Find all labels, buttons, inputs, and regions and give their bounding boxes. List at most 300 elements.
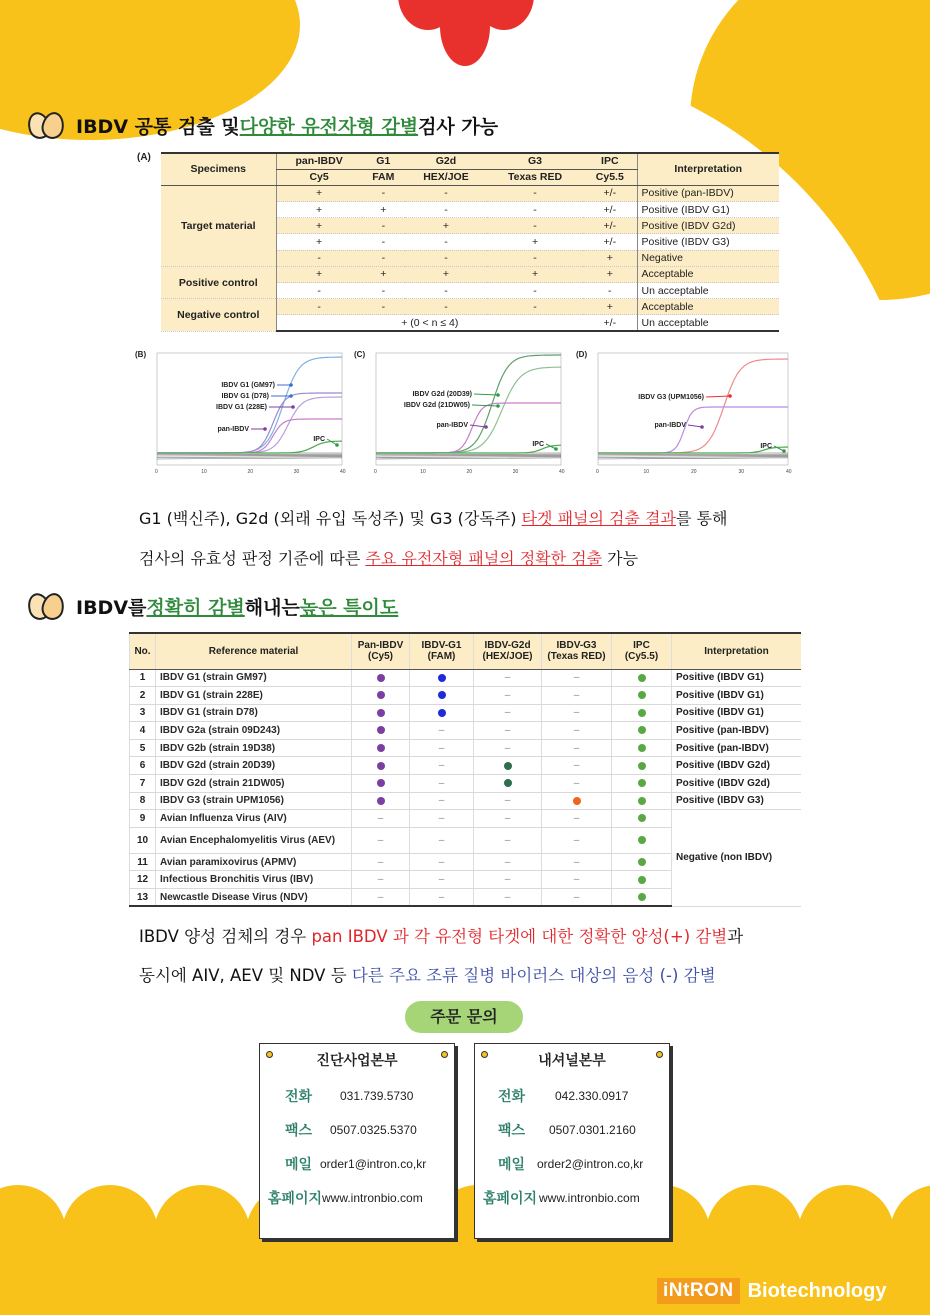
ipc-dot-icon: [638, 876, 646, 884]
result-cell: [410, 687, 474, 705]
tick-label: 0: [374, 469, 377, 475]
plot-c: [352, 345, 567, 475]
arrowhead-icon: [289, 394, 293, 398]
result-cell: +: [583, 250, 637, 266]
negative-mark: –: [410, 871, 474, 889]
row-number: 9: [130, 810, 156, 828]
table-b-header: IBDV-G2d (HEX/JOE): [474, 633, 542, 669]
arrowhead-icon: [289, 383, 293, 387]
group-label: Target material: [161, 185, 276, 266]
result-cell: +: [362, 266, 405, 282]
table-b-row: [130, 669, 802, 687]
negative-mark: –: [542, 757, 612, 775]
negative-mark: –: [542, 722, 612, 740]
negative-mark: –: [542, 687, 612, 705]
result-cell: [474, 757, 542, 775]
phone-label: 전화: [497, 1089, 525, 1105]
ipc-dot-icon: [638, 797, 646, 805]
arrowhead-icon: [335, 443, 339, 447]
arrowhead-icon: [782, 449, 786, 453]
tick-label: 20: [691, 469, 697, 475]
negative-mark: –: [542, 871, 612, 889]
table-b-row: [130, 722, 802, 740]
eggs-icon: [26, 592, 70, 620]
range-cell: + (0 < n ≤ 4): [276, 315, 583, 331]
mail-label: 메일: [284, 1157, 312, 1173]
row-number: 11: [130, 853, 156, 871]
eggs-icon: [26, 111, 70, 139]
negative-mark: –: [352, 889, 410, 907]
th-dye-1: FAM: [362, 169, 405, 185]
result-cell: -: [362, 250, 405, 266]
arrowhead-icon: [728, 394, 732, 398]
purple-dot-icon: [377, 674, 385, 682]
result-cell: -: [405, 202, 487, 218]
negative-mark: –: [352, 871, 410, 889]
homepage-label: 홈페이지: [267, 1191, 322, 1207]
fax-label: 팩스: [284, 1123, 312, 1139]
result-cell: -: [362, 234, 405, 250]
row-number: 7: [130, 775, 156, 793]
table-b-header: Interpretation: [672, 633, 802, 669]
para2-l1-pre: IBDV 양성 검체의 경우: [139, 927, 312, 946]
ipc-dot-icon: [638, 691, 646, 699]
reference-material: IBDV G2a (strain 09D243): [156, 722, 352, 740]
negative-mark: –: [542, 853, 612, 871]
card-title: 내셔널본부: [538, 1053, 606, 1069]
negative-mark: –: [410, 889, 474, 907]
para2-l2-highlight: 다른 주요 조류 질병 바이러스 대상의 음성 (-) 감별: [351, 966, 716, 985]
reference-material: IBDV G2d (strain 20D39): [156, 757, 352, 775]
brand-logo-text: Biotechnology: [747, 1279, 887, 1302]
arrowhead-icon: [263, 427, 267, 431]
reference-material: Infectious Bronchitis Virus (IBV): [156, 871, 352, 889]
table-b-header: Pan-IBDV (Cy5): [352, 633, 410, 669]
th-target-3: G3: [487, 153, 583, 169]
result-cell: -: [362, 185, 405, 201]
interpretation-cell: Positive (IBDV G3): [637, 234, 779, 250]
result-cell: [474, 775, 542, 793]
result-cell: [612, 810, 672, 828]
result-cell: [352, 775, 410, 793]
fax-number: 0507.0325.5370: [330, 1123, 417, 1137]
result-cell: [612, 687, 672, 705]
negative-mark: –: [474, 739, 542, 757]
decor-wave-bump: [154, 1185, 250, 1281]
section1-title-pre: IBDV 공통 검출 및: [76, 115, 240, 138]
th-dye-3: Texas RED: [487, 169, 583, 185]
negative-mark: –: [474, 792, 542, 810]
result-cell: -: [276, 299, 362, 315]
result-cell: [352, 669, 410, 687]
section1-title-highlight: 다양한 유전자형 감별: [239, 115, 419, 138]
group-label: Negative control: [161, 299, 276, 331]
negative-mark: –: [352, 827, 410, 853]
decor-wave-bump: [798, 1185, 894, 1281]
curve-label: pan-IBDV: [654, 422, 686, 429]
mail-address[interactable]: order2@intron.co,kr: [537, 1157, 644, 1171]
negative-mark: –: [542, 775, 612, 793]
row-number: 10: [130, 827, 156, 853]
curve-label: IPC: [313, 436, 325, 443]
result-cell: +: [405, 266, 487, 282]
interpretation-cell: Positive (IBDV G1): [672, 687, 802, 705]
purple-dot-icon: [377, 797, 385, 805]
negative-mark: –: [474, 722, 542, 740]
reference-material: Newcastle Disease Virus (NDV): [156, 889, 352, 907]
decor-wave-bump: [706, 1185, 802, 1281]
arrowhead-icon: [484, 425, 488, 429]
interpretation-cell: Positive (IBDV G2d): [672, 775, 802, 793]
result-cell: -: [405, 299, 487, 315]
interpretation-cell: Positive (IBDV G1): [637, 202, 779, 218]
para2-l2-pre: 동시에 AIV, AEV 및 NDV 등: [139, 966, 352, 985]
section2-title-highlight-1: 정확히 감별: [146, 596, 245, 619]
result-cell: +/-: [583, 234, 637, 250]
arrowhead-icon: [700, 425, 704, 429]
result-cell: [612, 775, 672, 793]
row-number: 6: [130, 757, 156, 775]
negative-mark: –: [410, 722, 474, 740]
interpretation-cell: Positive (pan-IBDV): [672, 739, 802, 757]
orange-dot-icon: [573, 797, 581, 805]
result-cell: [352, 792, 410, 810]
result-cell: +: [276, 202, 362, 218]
phone-number[interactable]: 042.330.0917: [555, 1089, 629, 1103]
negative-mark: –: [542, 704, 612, 722]
tick-label: 30: [512, 469, 519, 475]
reference-material: IBDV G2b (strain 19D38): [156, 739, 352, 757]
curve-label: IPC: [532, 441, 544, 448]
fax-number: 0507.0301.2160: [549, 1123, 636, 1137]
tick-label: 40: [340, 469, 346, 475]
tick-label: 30: [293, 469, 300, 475]
result-cell: [352, 757, 410, 775]
curve-label: IPC: [760, 443, 772, 450]
result-cell: [612, 853, 672, 871]
arrowhead-icon: [554, 447, 558, 451]
interpretation-cell: Un acceptable: [637, 283, 779, 299]
result-cell: -: [405, 185, 487, 201]
interpretation-cell: Un acceptable: [637, 315, 779, 331]
th-interpretation: Interpretation: [637, 153, 779, 185]
result-cell: -: [405, 283, 487, 299]
curve-label: IBDV G2d (21DW05): [403, 402, 470, 409]
reference-material: Avian paramixovirus (APMV): [156, 853, 352, 871]
para2-line1: [139, 923, 743, 947]
result-cell: -: [583, 283, 637, 299]
table-b-header: IBDV-G3 (Texas RED): [542, 633, 612, 669]
tick-label: 0: [155, 469, 158, 475]
result-cell: [612, 827, 672, 853]
para1-l1-post: 를 통해: [675, 509, 728, 528]
reference-material: IBDV G3 (strain UPM1056): [156, 792, 352, 810]
order-inquiry-badge: 주문 문의: [405, 1001, 523, 1033]
ipc-dot-icon: [638, 893, 646, 901]
result-cell: [612, 669, 672, 687]
interpretation-cell: Positive (pan-IBDV): [672, 722, 802, 740]
row-number: 13: [130, 889, 156, 907]
negative-mark: –: [474, 827, 542, 853]
result-cell: +: [487, 234, 583, 250]
ipc-dot-icon: [638, 709, 646, 717]
result-cell: [612, 704, 672, 722]
negative-mark: –: [410, 853, 474, 871]
table-a-interpretation-criteria: [161, 152, 779, 332]
contact-card-diagnostics: [259, 1043, 455, 1239]
negative-mark: –: [352, 810, 410, 828]
group-label: Positive control: [161, 266, 276, 298]
result-cell: -: [405, 250, 487, 266]
para1-l1-pre: G1 (백신주), G2d (외래 유입 독성주) 및 G3 (강독주): [139, 509, 522, 528]
result-cell: +: [362, 202, 405, 218]
result-cell: -: [276, 283, 362, 299]
negative-mark: –: [410, 757, 474, 775]
negative-mark: –: [410, 775, 474, 793]
table-b-row: [130, 757, 802, 775]
reference-material: IBDV G1 (strain 228E): [156, 687, 352, 705]
panel-label: (C): [354, 350, 366, 359]
result-cell: [612, 792, 672, 810]
negative-mark: –: [542, 669, 612, 687]
ipc-dot-icon: [638, 814, 646, 822]
table-b-header: IBDV-G1 (FAM): [410, 633, 474, 669]
para1-line2: [139, 546, 638, 569]
result-cell: -: [487, 202, 583, 218]
table-b-header: No.: [130, 633, 156, 669]
result-cell: -: [362, 299, 405, 315]
negative-mark: –: [410, 827, 474, 853]
tick-label: 0: [596, 469, 599, 475]
result-cell: -: [487, 218, 583, 234]
reference-material: Avian Influenza Virus (AIV): [156, 810, 352, 828]
reference-material: Avian Encephalomyelitis Virus (AEV): [156, 827, 352, 853]
tick-label: 10: [643, 469, 650, 475]
negative-mark: –: [542, 739, 612, 757]
result-cell: -: [362, 283, 405, 299]
interpretation-cell: Positive (IBDV G2d): [672, 757, 802, 775]
plot-b: [133, 345, 348, 475]
tick-label: 10: [420, 469, 426, 475]
tick-label: 40: [786, 469, 792, 475]
th-dye-2: HEX/JOE: [405, 169, 487, 185]
table-b-row: [130, 687, 802, 705]
result-cell: -: [487, 185, 583, 201]
row-number: 2: [130, 687, 156, 705]
arrowhead-icon: [291, 405, 295, 409]
table-b-row: [130, 810, 802, 828]
table-b-specificity: [129, 632, 801, 907]
result-cell: +/-: [583, 185, 637, 201]
section2-title-pre: IBDV를: [76, 596, 147, 619]
negative-mark: –: [474, 889, 542, 907]
arrowhead-icon: [496, 393, 500, 397]
ipc-dot-icon: [638, 858, 646, 866]
tick-label: 20: [466, 469, 473, 475]
homepage-label: 홈페이지: [482, 1191, 537, 1207]
purple-dot-icon: [377, 762, 385, 770]
result-cell: [612, 871, 672, 889]
th-dye-0: Cy5: [276, 169, 362, 185]
negative-mark: –: [410, 739, 474, 757]
section1-heading: [26, 111, 498, 139]
negative-mark: –: [474, 810, 542, 828]
table-b-row: [130, 792, 802, 810]
ipc-dot-icon: [638, 836, 646, 844]
section2-heading: [26, 592, 398, 620]
section2-title-mid: 해내는: [244, 596, 300, 619]
result-cell: -: [276, 250, 362, 266]
result-cell: [352, 704, 410, 722]
purple-dot-icon: [377, 709, 385, 717]
table-b-row: [130, 739, 802, 757]
result-cell: -: [487, 283, 583, 299]
ipc-dot-icon: [638, 779, 646, 787]
result-cell: [410, 704, 474, 722]
homepage-link[interactable]: www.intronbio.com: [539, 1191, 640, 1205]
interpretation-cell: Acceptable: [637, 266, 779, 282]
table-a-row: [161, 299, 779, 315]
interpretation-cell-negative: Negative (non IBDV): [672, 810, 802, 906]
row-number: 5: [130, 739, 156, 757]
result-cell: [612, 722, 672, 740]
para1-l2-highlight: 주요 유전자형 패널의 정확한 검출: [365, 549, 603, 568]
curve-label: IBDV G3 (UPM1056): [638, 394, 704, 401]
tick-label: 30: [738, 469, 745, 475]
panel-label-a: (A): [137, 152, 151, 163]
para2-l1-post: 과: [727, 927, 744, 946]
blue-dot-icon: [438, 674, 446, 682]
row-number: 3: [130, 704, 156, 722]
result-cell: [352, 687, 410, 705]
green-dot-icon: [504, 762, 512, 770]
phone-number[interactable]: 031.739.5730: [340, 1089, 414, 1103]
th-dye-4: Cy5.5: [583, 169, 637, 185]
result-cell: -: [487, 250, 583, 266]
purple-dot-icon: [377, 779, 385, 787]
mail-label: 메일: [497, 1157, 525, 1173]
negative-mark: –: [474, 669, 542, 687]
fax-label: 팩스: [497, 1123, 525, 1139]
th-specimens: Specimens: [161, 153, 276, 185]
chicken-comb-icon: [380, 0, 550, 80]
curve-label: pan-IBDV: [436, 422, 468, 429]
para1-line1: [139, 506, 727, 529]
result-cell: [612, 739, 672, 757]
contact-card-national: [474, 1043, 670, 1239]
result-cell: -: [405, 234, 487, 250]
result-cell: +: [487, 266, 583, 282]
th-target-0: pan-IBDV: [276, 153, 362, 169]
tick-label: 40: [559, 469, 565, 475]
negative-mark: –: [352, 853, 410, 871]
card-title: 진단사업본부: [316, 1053, 398, 1069]
brand-logo-box: iNtRON: [657, 1278, 740, 1304]
purple-dot-icon: [377, 726, 385, 734]
result-cell: -: [487, 299, 583, 315]
curve-label: IBDV G1 (GM97): [221, 382, 275, 389]
blue-dot-icon: [438, 691, 446, 699]
plot-d: [574, 345, 794, 475]
ipc-dot-icon: [638, 726, 646, 734]
table-b-row: [130, 704, 802, 722]
result-cell: +: [405, 218, 487, 234]
para2-l1-highlight: pan IBDV 과 각 유전형 타겟에 대한 정확한 양성(+) 감별: [311, 927, 728, 946]
ipc-dot-icon: [638, 762, 646, 770]
table-b-header: Reference material: [156, 633, 352, 669]
negative-mark: –: [474, 853, 542, 871]
para1-l2-post: 가능: [602, 549, 639, 568]
row-number: 4: [130, 722, 156, 740]
ipc-dot-icon: [638, 744, 646, 752]
blue-dot-icon: [438, 709, 446, 717]
row-number: 12: [130, 871, 156, 889]
section1-title-post: 검사 가능: [418, 115, 499, 138]
result-cell: +/-: [583, 202, 637, 218]
curve-label: IBDV G2d (20D39): [412, 391, 472, 398]
result-cell: +: [276, 266, 362, 282]
row-number: 1: [130, 669, 156, 687]
th-target-4: IPC: [583, 153, 637, 169]
curve-label: IBDV G1 (D78): [221, 393, 269, 400]
panel-label: (D): [576, 350, 588, 359]
row-number: 8: [130, 792, 156, 810]
decor-wave-bump: [62, 1185, 158, 1281]
reference-material: IBDV G1 (strain D78): [156, 704, 352, 722]
negative-mark: –: [474, 704, 542, 722]
negative-mark: –: [474, 871, 542, 889]
result-cell: [612, 889, 672, 907]
negative-mark: –: [542, 889, 612, 907]
result-cell: +: [276, 234, 362, 250]
table-a-row: [161, 266, 779, 282]
interpretation-cell: Acceptable: [637, 299, 779, 315]
phone-label: 전화: [284, 1089, 312, 1105]
result-cell: +/-: [583, 315, 637, 331]
negative-mark: –: [410, 810, 474, 828]
purple-dot-icon: [377, 691, 385, 699]
reference-material: IBDV G2d (strain 21DW05): [156, 775, 352, 793]
negative-mark: –: [474, 687, 542, 705]
arrowhead-icon: [496, 404, 500, 408]
result-cell: +/-: [583, 218, 637, 234]
interpretation-cell: Positive (IBDV G1): [672, 704, 802, 722]
negative-mark: –: [542, 827, 612, 853]
table-b-header: IPC (Cy5.5): [612, 633, 672, 669]
result-cell: +: [276, 185, 362, 201]
th-target-1: G1: [362, 153, 405, 169]
result-cell: [410, 669, 474, 687]
negative-mark: –: [542, 810, 612, 828]
result-cell: [352, 739, 410, 757]
green-dot-icon: [504, 779, 512, 787]
result-cell: +: [583, 299, 637, 315]
interpretation-cell: Positive (pan-IBDV): [637, 185, 779, 201]
homepage-link[interactable]: www.intronbio.com: [322, 1191, 423, 1205]
para1-l2-pre: 검사의 유효성 판정 기준에 따른: [139, 549, 366, 568]
result-cell: [352, 722, 410, 740]
tick-label: 10: [201, 469, 207, 475]
mail-address[interactable]: order1@intron.co,kr: [320, 1157, 427, 1171]
brand-logo: [657, 1278, 886, 1304]
curve-label: pan-IBDV: [217, 426, 249, 433]
th-target-2: G2d: [405, 153, 487, 169]
para2-line2: [139, 962, 716, 986]
para1-l1-highlight: 타겟 패널의 검출 결과: [521, 509, 676, 528]
interpretation-cell: Positive (IBDV G2d): [637, 218, 779, 234]
result-cell: +: [583, 266, 637, 282]
interpretation-cell: Positive (IBDV G1): [672, 669, 802, 687]
